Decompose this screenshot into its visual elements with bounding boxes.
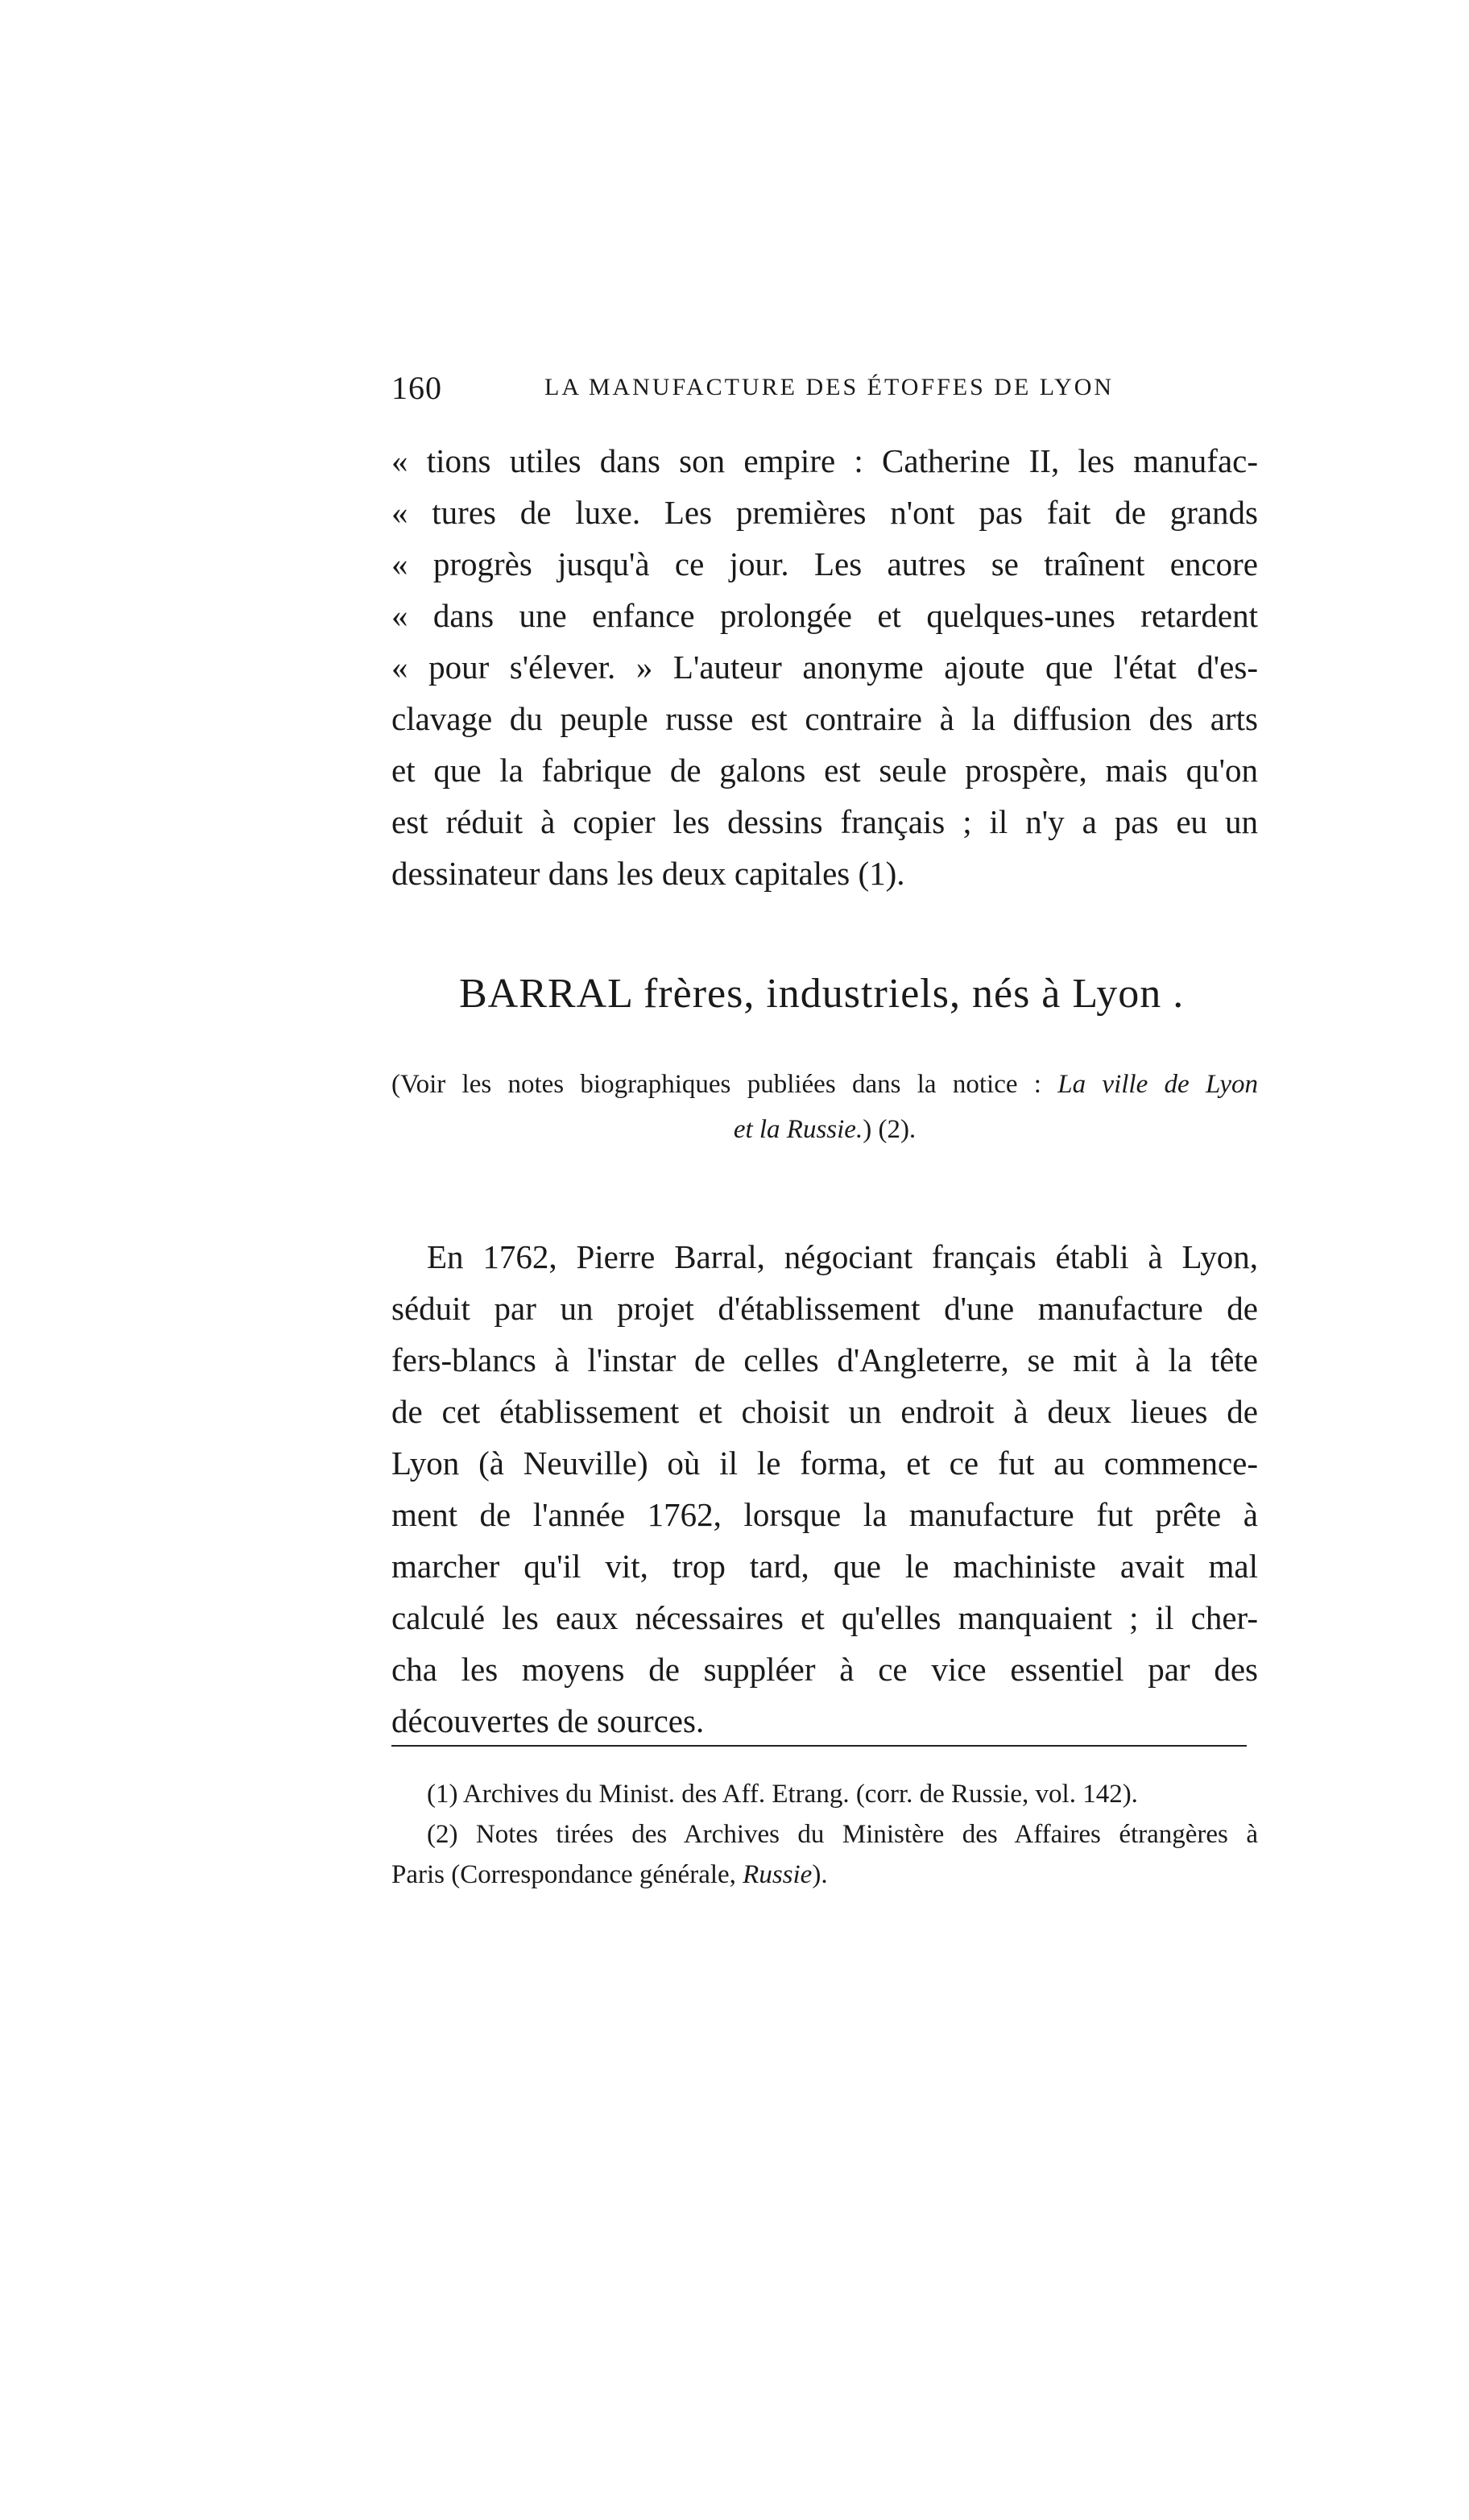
text-line: marcher qu'il vit, trop tard, que le machiniste avait mal bbox=[391, 1548, 1258, 1585]
text-line: de cet établissement et choisit un endroit à deux lieues de bbox=[391, 1393, 1258, 1430]
text-line: séduit par un projet d'établissement d'une manufacture de bbox=[391, 1290, 1258, 1327]
source-note-italic: et la Russie. bbox=[733, 1115, 863, 1144]
footnote-2-italic: Russie bbox=[743, 1860, 813, 1889]
text-line: « tions utiles dans son empire : Catherine II, les manufac- bbox=[391, 442, 1258, 479]
source-note bbox=[391, 1062, 1258, 1152]
text-line: découvertes de sources. bbox=[391, 1702, 705, 1739]
text-line: calculé les eaux nécessaires et qu'elles manquaient ; il cher- bbox=[391, 1599, 1258, 1636]
running-title: LA MANUFACTURE DES ÉTOFFES DE LYON bbox=[544, 374, 1115, 400]
text-line: « pour s'élever. » L'auteur anonyme ajoute que l'état d'es- bbox=[391, 649, 1258, 686]
footnote-1: (1) Archives du Minist. des Aff. Etrang. (corr. de Russie, vol. 142). bbox=[427, 1780, 1138, 1809]
text-line: « progrès jusqu'à ce jour. Les autres se traînent encore bbox=[391, 545, 1258, 582]
text-line: En 1762, Pierre Barral, négociant français établi à Lyon, bbox=[427, 1238, 1258, 1275]
source-note-italic: La ville de Lyon bbox=[1057, 1070, 1258, 1099]
footnote-2-suffix: ). bbox=[812, 1860, 828, 1889]
text-line: clavage du peuple russe est contraire à la diffusion des arts bbox=[391, 700, 1258, 737]
section-heading: BARRAL frères, industriels, nés à Lyon . bbox=[459, 971, 1185, 1017]
text-line: cha les moyens de suppléer à ce vice essentiel par des bbox=[391, 1651, 1258, 1688]
footnote-2-line-1: (2) Notes tirées des Archives du Ministère des Affaires étrangères à bbox=[427, 1820, 1258, 1849]
source-note-suffix: ) (2). bbox=[863, 1115, 917, 1144]
text-line: ment de l'année 1762, lorsque la manufacture fut prête à bbox=[391, 1496, 1258, 1533]
text-line: « tures de luxe. Les premières n'ont pas fait de grands bbox=[391, 494, 1258, 531]
source-note-line-2 bbox=[391, 1107, 1258, 1152]
text-line: et que la fabrique de galons est seule prospère, mais qu'on bbox=[391, 752, 1258, 789]
footnote-2-prefix: Paris (Correspondance générale, bbox=[391, 1860, 743, 1889]
text-line: « dans une enfance prolongée et quelques-unes retardent bbox=[391, 597, 1258, 634]
footnote-2-line-2 bbox=[391, 1855, 1258, 1895]
text-line: dessinateur dans les deux capitales (1). bbox=[391, 855, 905, 892]
text-line: Lyon (à Neuville) où il le forma, et ce fut au commence- bbox=[391, 1444, 1258, 1482]
footnote-divider bbox=[391, 1745, 1247, 1747]
source-note-line-1 bbox=[391, 1062, 1258, 1107]
page-number: 160 bbox=[391, 370, 442, 406]
source-note-prefix: (Voir les notes biographiques publiées dans la notice : bbox=[391, 1070, 1058, 1099]
text-line: est réduit à copier les dessins français ; il n'y a pas eu un bbox=[391, 803, 1258, 840]
text-line: fers-blancs à l'instar de celles d'Angleterre, se mit à la tête bbox=[391, 1341, 1258, 1378]
paragraph-barral bbox=[391, 1231, 1258, 1747]
page-header bbox=[391, 369, 1261, 417]
footnotes bbox=[391, 1774, 1258, 1895]
paragraph-continuation bbox=[391, 435, 1258, 899]
